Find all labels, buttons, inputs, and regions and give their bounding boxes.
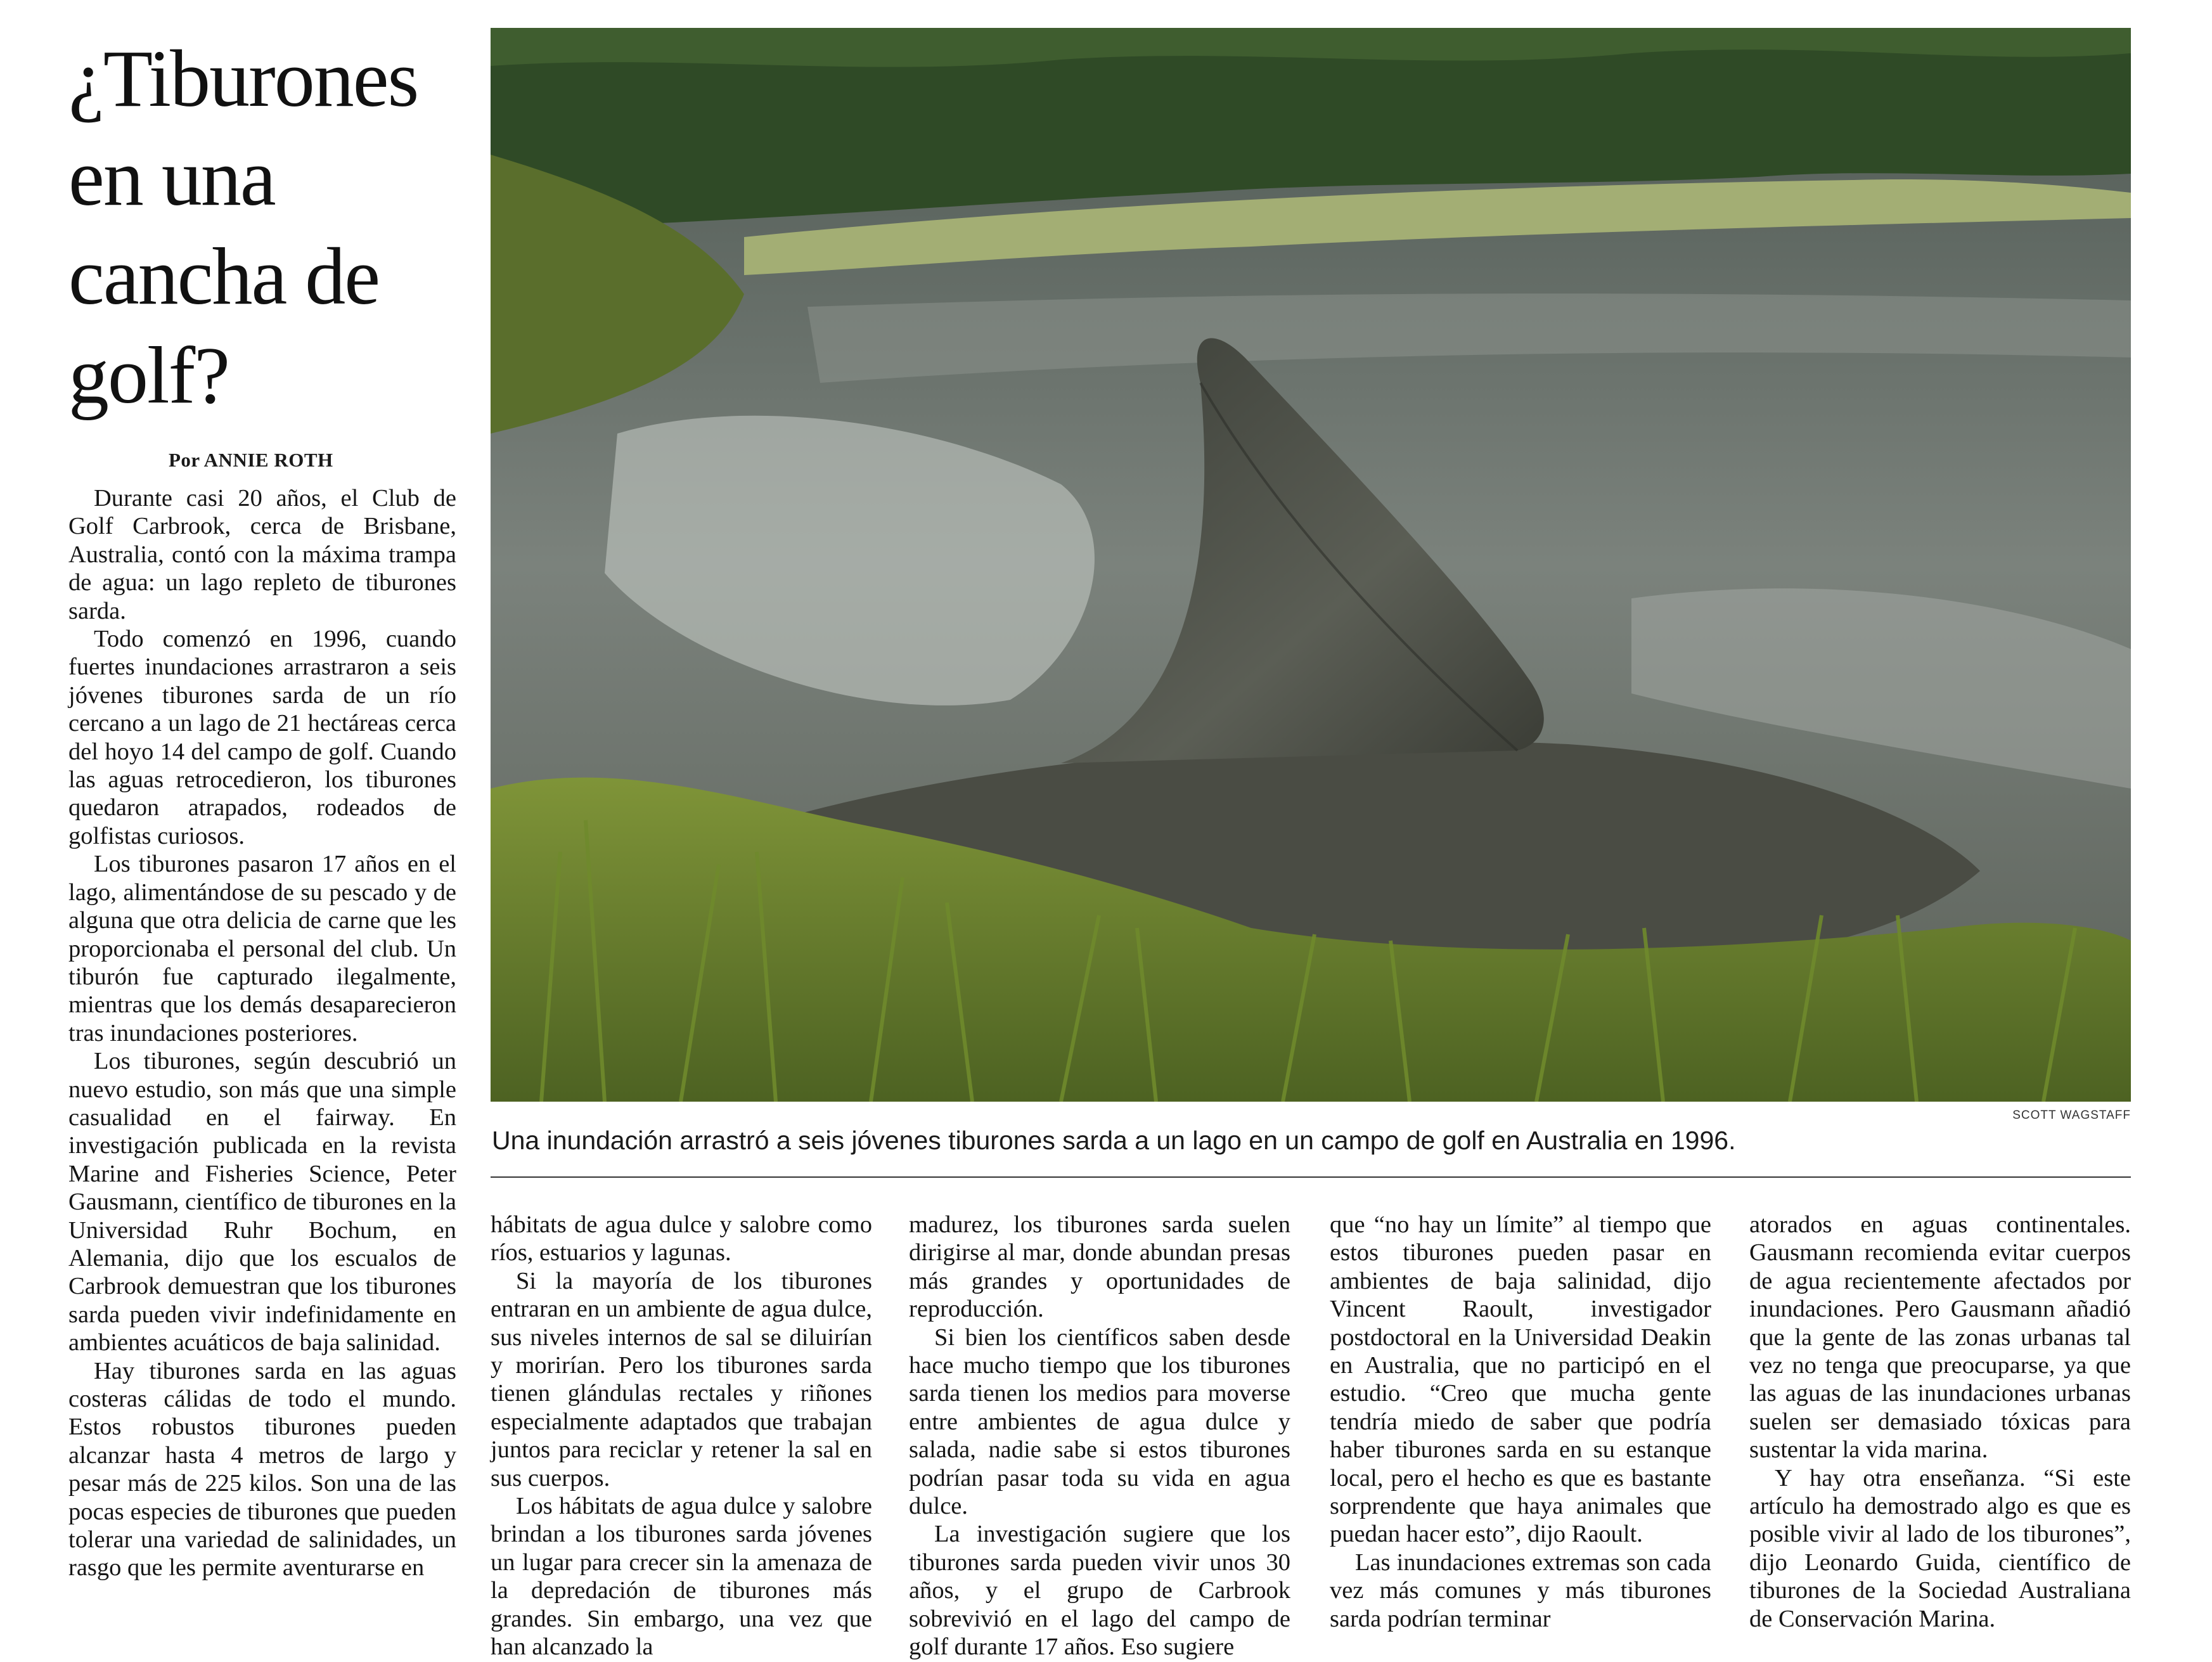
headline: ¿Tiburones en una cancha de golf? (68, 34, 418, 420)
shark-fin-photo (491, 28, 2131, 1102)
paragraph: madurez, los tiburones sarda suelen dirigirse al mar, donde abundan presas más grandes y oportunidades de reproducción. (909, 1211, 1290, 1323)
photo-credit: SCOTT WAGSTAFF (2012, 1109, 2131, 1122)
body-column-2 (491, 1211, 872, 1661)
paragraph: Y hay otra enseñanza. “Si este artículo ha demostrado algo es que es posible vivir al lado de los tiburones”, dijo Leonardo Guida, científico de tiburones de la Sociedad Australiana de Conservación Marina. (1749, 1464, 2131, 1632)
paragraph: Durante casi 20 años, el Club de Golf Carbrook, cerca de Brisbane, Australia, contó con la máxima trampa de agua: un lago repleto de tiburones sarda. (68, 485, 456, 624)
paragraph: que “no hay un límite” al tiempo que estos tiburones pueden pasar en ambientes de baja salinidad, dijo Vincent Raoult, investigador postdoctoral en la Universidad Deakin en Australia, que no participó en el estudio. “Creo que mucha gente tendría miedo de saber que podría haber tiburones sarda en su estanque local, pero el hecho es que es bastante sorprendente que haya animales que puedan hacer esto”, dijo Raoult. (1330, 1211, 1711, 1548)
paragraph: atorados en aguas continentales. Gausmann recomienda evitar cuerpos de agua recientemente afectados por inundaciones. Pero Gausmann añadió que la gente de las zonas urbanas tal vez no tenga que preocuparse, ya que las aguas de las inundaciones urbanas suelen ser demasiado tóxicas para sustentar la vida marina. (1749, 1211, 2131, 1464)
body-column-1 (68, 484, 456, 1661)
body-column-5 (1749, 1211, 2131, 1661)
body-column-3 (909, 1211, 1290, 1661)
paragraph: Los tiburones pasaron 17 años en el lago, alimentándose de su pescado y de alguna que otra delicia de carne que les proporcionaba el personal del club. Un tiburón fue capturado ilegalmente, mientras que los demás desaparecieron tras inundaciones posteriores. (68, 851, 456, 1047)
shark-fin-illustration (491, 28, 2131, 1102)
byline: Por ANNIE ROTH (169, 449, 333, 471)
paragraph: Hay tiburones sarda en las aguas costeras cálidas de todo el mundo. Estos robustos tiburones pueden alcanzar hasta 4 metros de largo y pesar más de 225 kilos. Son una de las pocas especies de tiburones que pueden tolerar una variedad de salinidades, un rasgo que les permite aventurarse en (68, 1357, 456, 1581)
paragraph: Las inundaciones extremas son cada vez más comunes y más tiburones sarda podrían terminar (1330, 1549, 1711, 1632)
paragraph: La investigación sugiere que los tiburones sarda pueden vivir unos 30 años, y el grupo de Carbrook sobrevivió en el lago del campo de golf durante 17 años. Eso sugiere (909, 1521, 1290, 1661)
photo-caption: Una inundación arrastró a seis jóvenes tiburones sarda a un lago en un campo de golf en Australia en 1996. (492, 1126, 1736, 1155)
paragraph: Si bien los científicos saben desde hace mucho tiempo que los tiburones sarda tienen los medios para moverse entre ambientes de agua dulce y salada, nadie sabe si estos tiburones podrían pasar toda su vida en agua dulce. (909, 1324, 1290, 1520)
paragraph: Los hábitats de agua dulce y salobre brindan a los tiburones sarda jóvenes un lugar para crecer sin la amenaza de la depredación de tiburones más grandes. Sin embargo, una vez que han alcanzado la (491, 1493, 872, 1661)
caption-divider (491, 1176, 2131, 1178)
paragraph: hábitats de agua dulce y salobre como ríos, estuarios y lagunas. (491, 1211, 872, 1266)
paragraph: Si la mayoría de los tiburones entraran en un ambiente de agua dulce, sus niveles internos de sal se diluirían y morirían. Pero los tiburones sarda tienen glándulas rectales y riñones especialmente adaptados que trabajan juntos para reciclar y retener la sal en sus cuerpos. (491, 1267, 872, 1491)
paragraph: Todo comenzó en 1996, cuando fuertes inundaciones arrastraron a seis jóvenes tiburones sarda de un río cercano a un lago de 21 hectáreas cerca del hoyo 14 del campo de golf. Cuando las aguas retrocedieron, los tiburones quedaron atrapados, rodeados de golfistas curiosos. (68, 626, 456, 849)
paragraph: Los tiburones, según descubrió un nuevo estudio, son más que una simple casualidad en el fairway. En investigación publicada en la revista Marine and Fisheries Science, Peter Gausmann, científico de tiburones en la Universidad Ruhr Bochum, en Alemania, dijo que los escualos de Carbrook demuestran que los tiburones sarda pueden vivir indefinidamente en ambientes acuáticos de baja salinidad. (68, 1048, 456, 1356)
body-column-4 (1330, 1211, 1711, 1661)
